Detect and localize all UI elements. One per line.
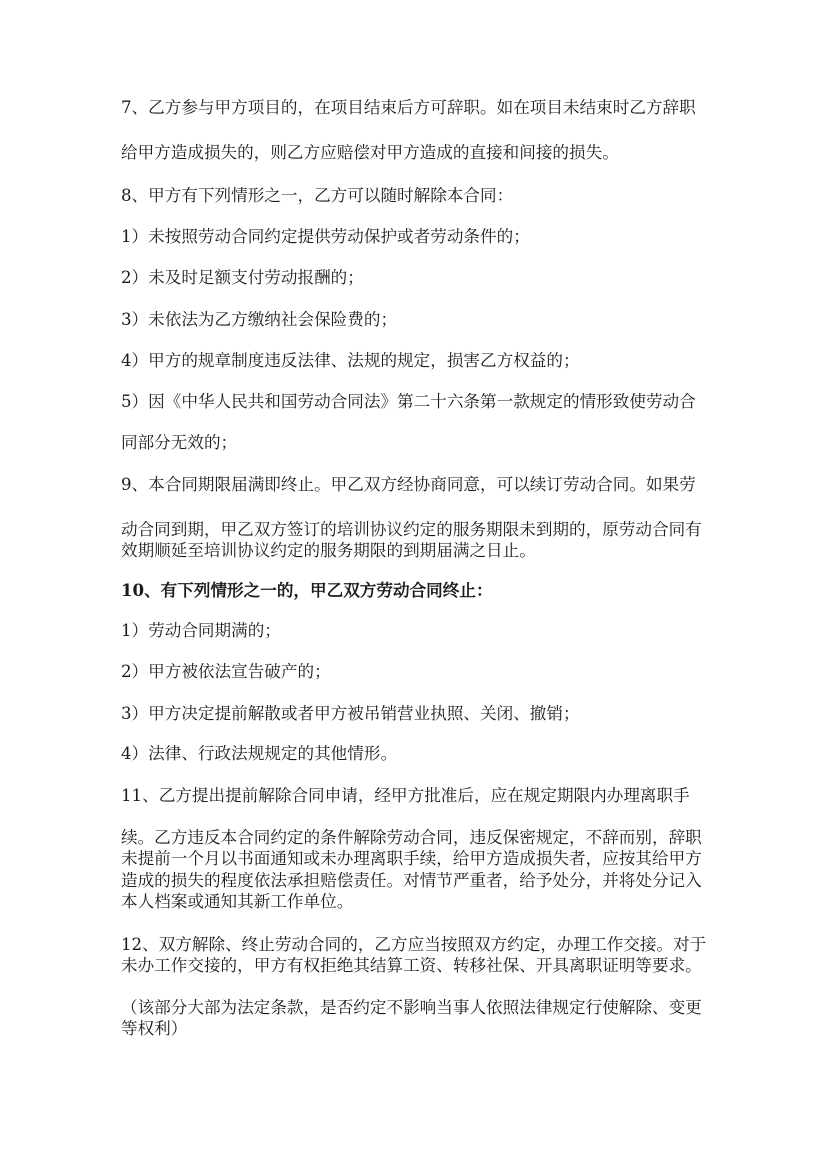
text-line: 3）未依法为乙方缴纳社会保险费的；: [121, 310, 398, 329]
text-line: 动合同到期，甲乙双方签订的培训协议约定的服务期限未到期的，原劳动合同有: [121, 520, 702, 539]
text-line: 4）法律、行政法规规定的其他情形。: [121, 744, 398, 763]
text-line: 7、乙方参与甲方项目的，在项目结束后方可辞职。如在项目未结束时乙方辞职: [121, 98, 696, 117]
text-line: 未办工作交接的，甲方有权拒绝其结算工资、转移社保、开具离职证明等要求。: [121, 956, 702, 975]
text-line: 10、有下列情形之一的，甲乙双方劳动合同终止：: [121, 580, 493, 600]
text-line: 4）甲方的规章制度违反法律、法规的规定，损害乙方权益的；: [121, 351, 580, 370]
text-line: 9、本合同期限届满即终止。甲乙双方经协商同意，可以续订劳动合同。如果劳: [121, 475, 696, 494]
text-line: 未提前一个月以书面通知或未办理离职手续，给甲方造成损失者，应按其给甲方: [121, 849, 702, 868]
text-line: 造成的损失的程度依法承担赔偿责任。对情节严重者，给予处分，并将处分记入: [121, 871, 702, 890]
text-line: 12、双方解除、终止劳动合同的，乙方应当按照双方约定，办理工作交接。对于: [121, 935, 707, 954]
text-line: （该部分大部为法定条款，是否约定不影响当事人依照法律规定行使解除、变更: [121, 998, 702, 1017]
text-line: 给甲方造成损失的，则乙方应赔偿对甲方造成的直接和间接的损失。: [121, 143, 619, 162]
text-line: 本人档案或通知其新工作单位。: [121, 892, 354, 911]
text-line: 8、甲方有下列情形之一，乙方可以随时解除本合同：: [121, 186, 514, 205]
text-line: 1）劳动合同期满的；: [121, 621, 281, 640]
text-line: 5）因《中华人民共和国劳动合同法》第二十六条第一款规定的情形致使劳动合: [121, 392, 696, 411]
text-line: 效期顺延至培训协议约定的服务期限的到期届满之日止。: [121, 541, 536, 560]
text-line: 等权利）: [121, 1019, 188, 1038]
text-line: 同部分无效的；: [121, 433, 238, 452]
text-line: 11、乙方提出提前解除合同申请，经甲方批准后，应在规定期限内办理离职手: [121, 786, 690, 805]
text-line: 3）甲方决定提前解散或者甲方被吊销营业执照、关闭、撤销；: [121, 704, 580, 723]
text-line: 续。乙方违反本合同约定的条件解除劳动合同，违反保密规定，不辞而别，辞职: [121, 828, 702, 847]
text-line: 2）未及时足额支付劳动报酬的；: [121, 268, 364, 287]
text-line: 2）甲方被依法宣告破产的；: [121, 662, 331, 681]
text-line: 1）未按照劳动合同约定提供劳动保护或者劳动条件的；: [121, 227, 530, 246]
